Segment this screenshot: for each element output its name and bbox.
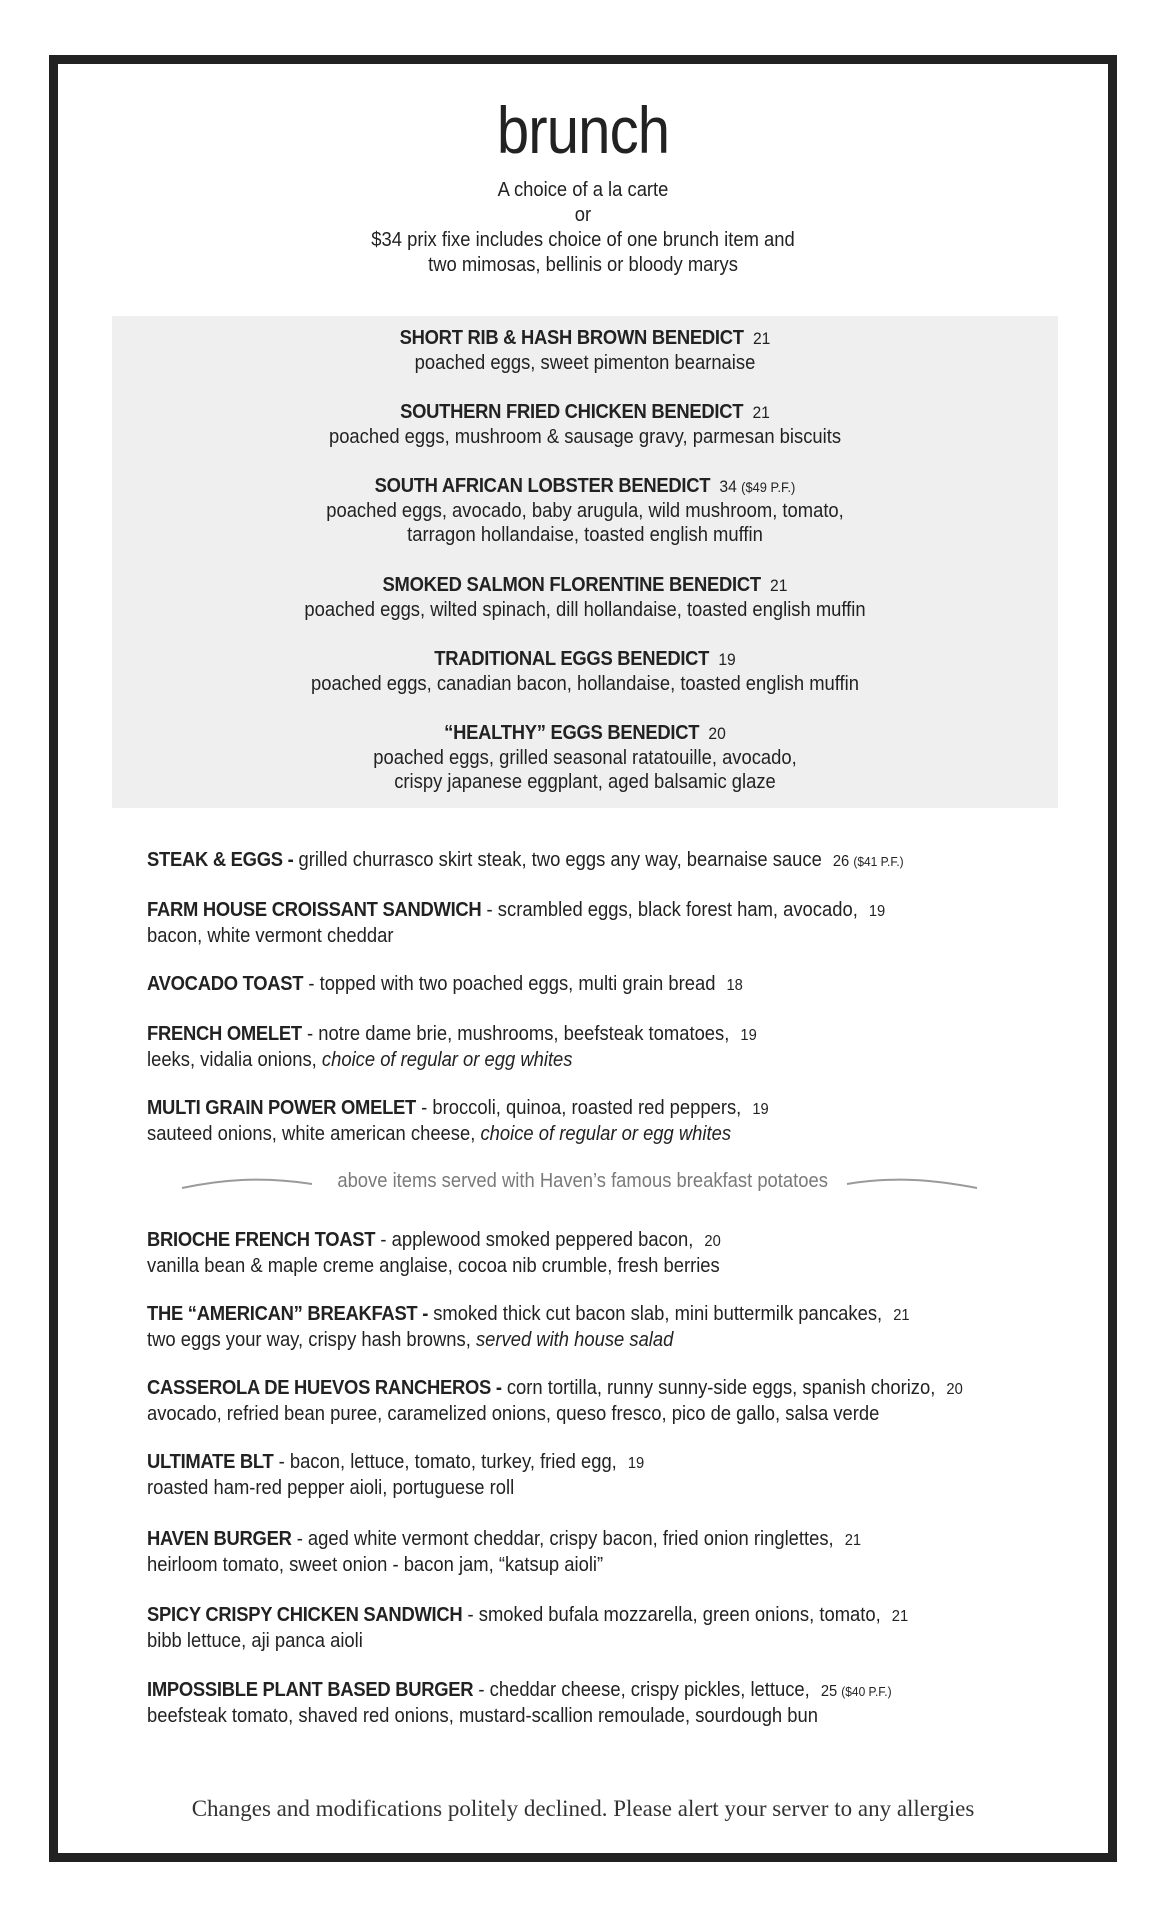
item-description: - aged white vermont cheddar, crispy bacon, fried onion ringlettes,: [291, 1528, 834, 1550]
item-price: 19: [868, 903, 886, 920]
item-name: SHORT RIB & HASH BROWN BENEDICT: [399, 327, 744, 349]
item-price: 21: [752, 403, 770, 422]
item-description: crispy japanese eggplant, aged balsamic glaze: [394, 771, 776, 793]
allergy-footer-note: Changes and modifications politely declined. Please alert your server to any allergies: [191, 1796, 975, 1821]
item-name: SOUTHERN FRIED CHICKEN BENEDICT: [400, 401, 744, 423]
menu-title: brunch: [496, 93, 670, 167]
item-price: 19: [718, 650, 736, 669]
intro-line: or: [574, 204, 592, 226]
right-swoosh-divider: [845, 1172, 980, 1196]
item-description: avocado, refried bean puree, caramelized onions, queso fresco, pico de gallo, salsa verde: [147, 1403, 880, 1425]
menu-item: [147, 898, 885, 948]
potatoes-note: above items served with Haven’s famous breakfast potatoes: [337, 1170, 829, 1192]
benedict-item: [150, 326, 1020, 400]
item-price: 19: [740, 1027, 757, 1044]
menu-item: [147, 1376, 963, 1426]
item-name: MULTI GRAIN POWER OMELET: [147, 1097, 417, 1119]
menu-item: [147, 1527, 861, 1577]
benedict-item: [150, 647, 1020, 721]
item-description: sauteed onions, white american cheese,: [147, 1123, 481, 1145]
menu-item: [147, 1302, 910, 1352]
item-price: 20: [946, 1381, 963, 1398]
item-description: vanilla bean & maple creme anglaise, cocoa nib crumble, fresh berries: [147, 1255, 720, 1277]
item-description: - cheddar cheese, crispy pickles, lettuce,: [473, 1679, 810, 1701]
item-description: - notre dame brie, mushrooms, beefsteak tomatoes,: [301, 1023, 730, 1045]
benedict-item: [150, 474, 1020, 573]
item-price: 19: [627, 1455, 645, 1472]
item-description: - smoked bufala mozzarella, green onions, tomato,: [462, 1604, 881, 1626]
item-description: - bacon, lettuce, tomato, turkey, fried egg,: [273, 1451, 617, 1473]
menu-item: [147, 1228, 721, 1278]
item-description: bacon, white vermont cheddar: [147, 925, 394, 947]
menu-item: [147, 972, 743, 998]
item-name: HAVEN BURGER: [147, 1528, 292, 1550]
item-name: AVOCADO TOAST: [147, 973, 304, 995]
item-name: FRENCH OMELET: [147, 1023, 302, 1045]
item-option-note: choice of regular or egg whites: [321, 1049, 573, 1071]
item-price: 18: [726, 977, 743, 994]
item-description: beefsteak tomato, shaved red onions, mustard-scallion remoulade, sourdough bun: [147, 1705, 818, 1727]
item-description: roasted ham-red pepper aioli, portuguese roll: [147, 1477, 515, 1499]
item-description: - applewood smoked peppered bacon,: [375, 1229, 694, 1251]
benedict-item: [150, 721, 1020, 820]
item-option-note: served with house salad: [475, 1329, 674, 1351]
item-name: THE “AMERICAN” BREAKFAST -: [147, 1303, 429, 1325]
benedict-item: [150, 573, 1020, 647]
item-price: 20: [704, 1233, 721, 1250]
item-description: poached eggs, grilled seasonal ratatouille, avocado,: [373, 747, 797, 769]
item-description: leeks, vidalia onions,: [147, 1049, 322, 1071]
menu-item: [147, 1678, 892, 1728]
item-name: BRIOCHE FRENCH TOAST: [147, 1229, 376, 1251]
item-price: 25 ($40 P.F.): [820, 1683, 892, 1700]
item-name: TRADITIONAL EGGS BENEDICT: [434, 648, 710, 670]
item-description: tarragon hollandaise, toasted english muffin: [407, 524, 763, 546]
intro-line: two mimosas, bellinis or bloody marys: [428, 254, 738, 276]
benedict-list: [112, 326, 1058, 820]
item-description: - topped with two poached eggs, multi grain bread: [303, 973, 716, 995]
item-option-note: choice of regular or egg whites: [480, 1123, 732, 1145]
item-price: 21: [770, 576, 788, 595]
item-name: “HEALTHY” EGGS BENEDICT: [444, 722, 700, 744]
item-price: 21: [844, 1532, 862, 1549]
item-name: SPICY CRISPY CHICKEN SANDWICH: [147, 1604, 463, 1626]
benedict-item: [150, 400, 1020, 474]
item-name: CASSEROLA DE HUEVOS RANCHEROS -: [147, 1377, 502, 1399]
item-description: poached eggs, wilted spinach, dill hollandaise, toasted english muffin: [304, 599, 866, 621]
item-price: 21: [893, 1307, 910, 1324]
item-name: FARM HOUSE CROISSANT SANDWICH: [147, 899, 482, 921]
menu-intro: [47, 178, 1120, 278]
item-price: 19: [752, 1101, 769, 1118]
item-price: 34 ($49 P.F.): [719, 477, 796, 496]
menu-item: [147, 1022, 757, 1072]
item-description: bibb lettuce, aji panca aioli: [147, 1630, 363, 1652]
item-description: poached eggs, avocado, baby arugula, wild mushroom, tomato,: [326, 500, 844, 522]
item-price: 20: [708, 724, 726, 743]
intro-line: $34 prix fixe includes choice of one brunch item and: [371, 229, 795, 251]
menu-item: [147, 1450, 644, 1500]
item-description: poached eggs, mushroom & sausage gravy, parmesan biscuits: [328, 426, 842, 448]
item-description: heirloom tomato, sweet onion - bacon jam, “katsup aioli”: [147, 1554, 604, 1576]
item-description: smoked thick cut bacon slab, mini buttermilk pancakes,: [428, 1303, 883, 1325]
item-name: STEAK & EGGS -: [147, 849, 294, 871]
item-price: 21: [891, 1608, 909, 1625]
item-price: 21: [752, 329, 771, 348]
item-name: SMOKED SALMON FLORENTINE BENEDICT: [382, 574, 761, 596]
item-name: ULTIMATE BLT: [147, 1451, 274, 1473]
item-description: grilled churrasco skirt steak, two eggs any way, bearnaise sauce: [293, 849, 822, 871]
item-description: corn tortilla, runny sunny-side eggs, spanish chorizo,: [501, 1377, 936, 1399]
item-name: IMPOSSIBLE PLANT BASED BURGER: [147, 1679, 474, 1701]
menu-item: [147, 848, 904, 874]
item-description: two eggs your way, crispy hash browns,: [147, 1329, 476, 1351]
item-price: 26 ($41 P.F.): [832, 853, 904, 870]
menu-item: [147, 1603, 908, 1653]
item-description: poached eggs, canadian bacon, hollandaise, toasted english muffin: [311, 673, 859, 695]
item-description: - scrambled eggs, black forest ham, avocado,: [481, 899, 858, 921]
item-name: SOUTH AFRICAN LOBSTER BENEDICT: [374, 475, 711, 497]
intro-line: A choice of a la carte: [497, 179, 669, 201]
item-description: - broccoli, quinoa, roasted red peppers,: [416, 1097, 742, 1119]
menu-item: [147, 1096, 769, 1146]
item-description: poached eggs, sweet pimenton bearnaise: [414, 352, 756, 374]
